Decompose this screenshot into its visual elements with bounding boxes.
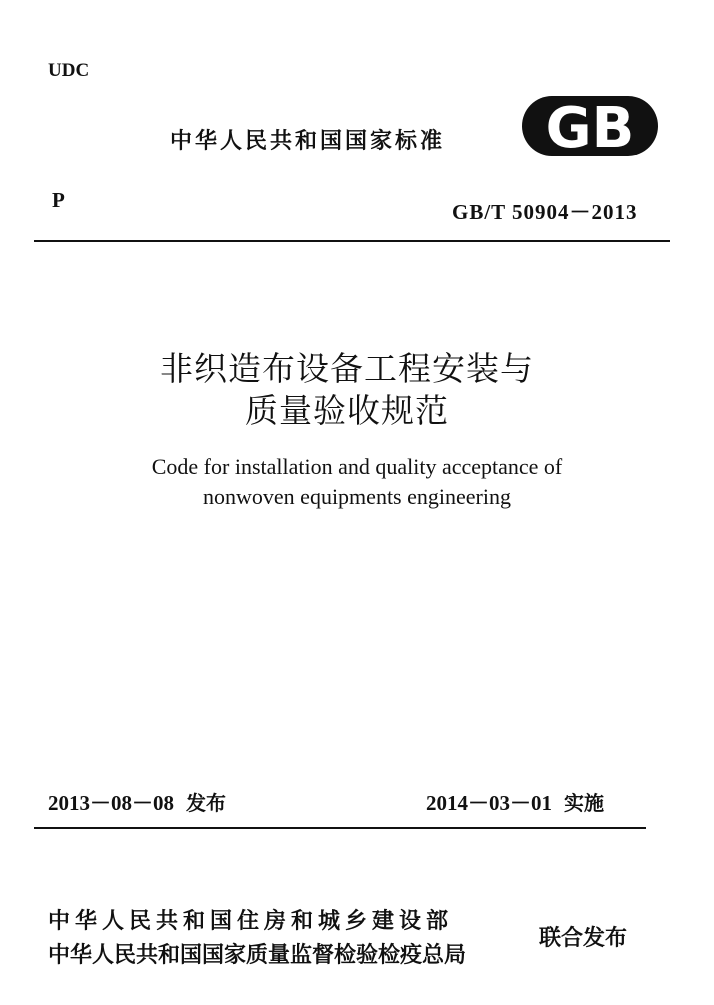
- gb-logo: [520, 92, 660, 160]
- implement-date: 2014－03－01: [426, 791, 552, 815]
- bottom-divider: [34, 827, 646, 829]
- category-letter: P: [52, 188, 65, 212]
- publisher-line2: 中华人民共和国国家质量监督检验检疫总局: [48, 943, 467, 968]
- issue-date-block: [48, 787, 226, 817]
- title-cn-line2: 质量验收规范: [245, 391, 449, 430]
- standard-number: GB/T 50904－2013: [452, 200, 638, 224]
- issue-label: 发布: [186, 791, 226, 815]
- standard-name: 中华人民共和国国家标准: [170, 129, 446, 154]
- implement-label: 实施: [564, 791, 604, 815]
- publisher-line1: 中华人民共和国住房和城乡建设部: [48, 909, 454, 934]
- issue-date: 2013－08－08: [48, 791, 174, 815]
- udc-label: UDC: [48, 60, 90, 81]
- joint-publish-label: 联合发布: [539, 926, 628, 951]
- gb-logo-text: GB: [545, 96, 635, 160]
- title-cn-line1: 非织造布设备工程安装与: [160, 349, 534, 388]
- top-divider: [34, 240, 670, 242]
- title-en-line2: nonwoven equipments engineering: [203, 484, 511, 509]
- title-en-line1: Code for installation and quality acceptance of: [151, 454, 563, 479]
- implement-date-block: [426, 787, 604, 817]
